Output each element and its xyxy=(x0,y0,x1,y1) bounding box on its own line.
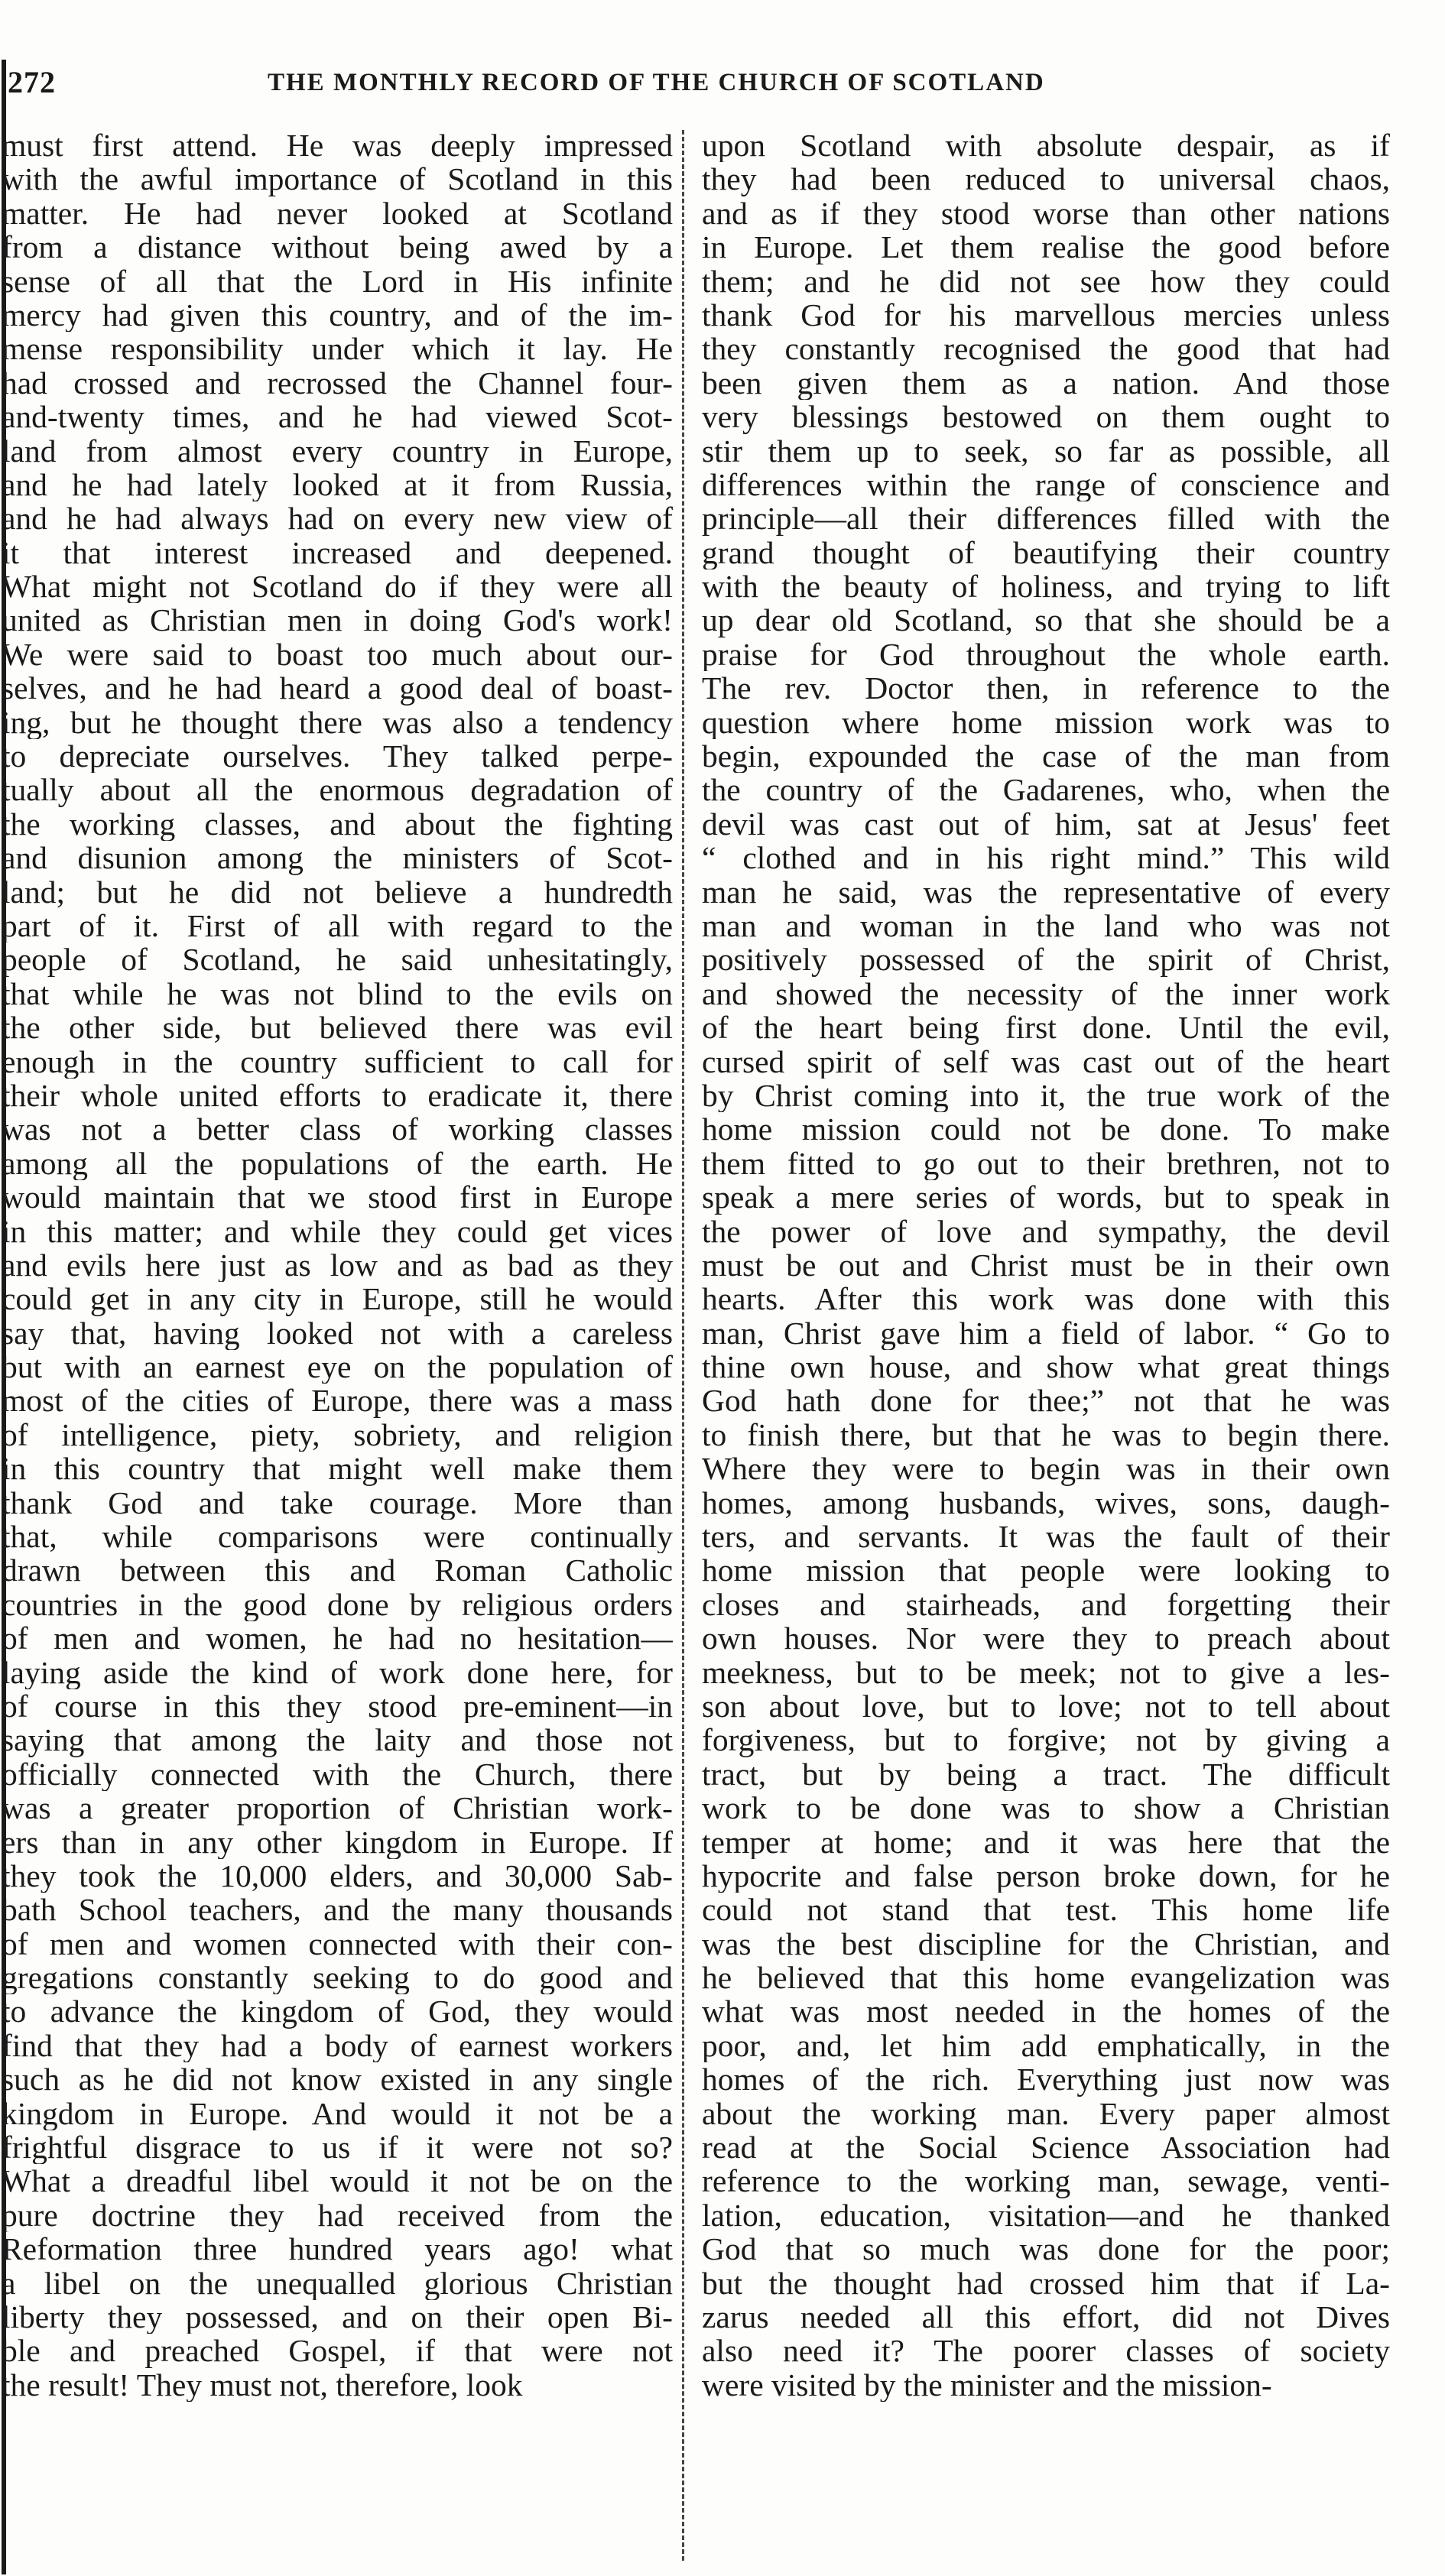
text-line: from a distance without being awed by a xyxy=(2,230,673,264)
text-line: own houses. Nor were they to preach about xyxy=(702,1621,1390,1656)
text-line: up dear old Scotland, so that she should be a xyxy=(702,603,1390,638)
column-divider xyxy=(682,130,684,2561)
text-line: stir them up to seek, so far as possible, all xyxy=(702,433,1390,468)
text-line: son about love, but to love; not to tell about xyxy=(702,1689,1390,1724)
text-line: and he had lately looked at it from Russia, xyxy=(2,467,673,502)
text-line: them fitted to go out to their brethren, not to xyxy=(702,1146,1390,1181)
text-line: frightful disgrace to us if it were not so? xyxy=(2,2130,673,2165)
text-line: reference to the working man, sewage, venti- xyxy=(702,2164,1390,2198)
text-line: would maintain that we stood first in Europe xyxy=(2,1180,673,1215)
text-line: the power of love and sympathy, the devil xyxy=(702,1214,1390,1248)
text-line: the working classes, and about the fighting xyxy=(2,806,673,842)
text-line: and as if they stood worse than other nations xyxy=(702,196,1390,231)
text-line: home mission that people were looking to xyxy=(702,1553,1390,1588)
text-line: land; but he did not believe a hundredth xyxy=(2,874,673,909)
text-line: must first attend. He was deeply impressed xyxy=(2,128,673,163)
text-line: the result! They must not, therefore, look xyxy=(2,2367,523,2402)
text-line: “ clothed and in his right mind.” This wild xyxy=(702,841,1390,875)
text-line: they had been reduced to universal chaos, xyxy=(702,162,1390,196)
text-line: united as Christian men in doing God's work! xyxy=(2,603,673,638)
text-line: principle—all their differences filled with the xyxy=(702,501,1390,536)
text-line: temper at home; and it was here that the xyxy=(702,1825,1390,1859)
text-line: hypocrite and false person broke down, for he xyxy=(702,1858,1390,1893)
text-line: home mission could not be done. To make xyxy=(702,1112,1390,1147)
text-line: homes, among husbands, wives, sons, daugh- xyxy=(702,1485,1390,1520)
text-line: that while he was not blind to the evils on xyxy=(2,976,673,1011)
text-line: to advance the kingdom of God, they would xyxy=(2,1994,673,2029)
text-line: gregations constantly seeking to do good and xyxy=(2,1961,673,1995)
text-line: of the heart being first done. Until the evil, xyxy=(702,1011,1390,1045)
text-line: were visited by the minister and the mission- xyxy=(702,2367,1272,2402)
text-line: upon Scotland with absolute despair, as if xyxy=(702,128,1390,163)
text-line: ble and preached Gospel, if that were not xyxy=(2,2334,673,2368)
text-line: God hath done for thee;” not that he was xyxy=(702,1384,1390,1418)
text-line: kingdom in Europe. And would it not be a xyxy=(2,2096,673,2131)
text-line: but with an earnest eye on the population of xyxy=(2,1350,673,1384)
text-line: pure doctrine they had received from the xyxy=(2,2198,673,2233)
text-line: sense of all that the Lord in His infinite xyxy=(2,264,673,298)
right-column xyxy=(702,128,1390,2402)
text-line: What a dreadful libel would it not be on the xyxy=(2,2164,673,2198)
text-line: he believed that this home evangelization was xyxy=(702,1961,1390,1995)
text-line: the other side, but believed there was evil xyxy=(2,1011,673,1045)
text-line: ers than in any other kingdom in Europe. If xyxy=(2,1825,673,1859)
text-line: of course in this they stood pre-eminent—in xyxy=(2,1689,673,1724)
text-line: but the thought had crossed him that if La- xyxy=(702,2266,1390,2300)
text-line: mercy had given this country, and of the im- xyxy=(2,297,673,333)
text-line: such as he did not know existed in any single xyxy=(2,2062,673,2097)
text-line: matter. He had never looked at Scotland xyxy=(2,196,673,231)
text-line: part of it. First of all with regard to the xyxy=(2,908,673,943)
text-line: positively possessed of the spirit of Christ, xyxy=(702,942,1390,977)
text-line: selves, and he had heard a good deal of boast- xyxy=(2,671,673,706)
left-column xyxy=(2,128,673,2402)
text-line: that, while comparisons were continually xyxy=(2,1520,673,1554)
text-line: read at the Social Science Association had xyxy=(702,2130,1390,2165)
text-line: and showed the necessity of the inner work xyxy=(702,976,1390,1011)
text-line: man and woman in the land who was not xyxy=(702,908,1390,943)
text-line: and-twenty times, and he had viewed Scot- xyxy=(2,400,673,434)
text-line: meekness, but to be meek; not to give a les- xyxy=(702,1655,1390,1689)
text-line: been given them as a nation. And those xyxy=(702,365,1390,401)
text-line: could not stand that test. This home life xyxy=(702,1893,1390,1927)
text-line: countries in the good done by religious orders xyxy=(2,1587,673,1622)
text-line: The rev. Doctor then, in reference to the xyxy=(702,671,1390,706)
text-line: hearts. After this work was done with this xyxy=(702,1282,1390,1316)
text-line: also need it? The poorer classes of society xyxy=(702,2334,1390,2368)
text-line: in this matter; and while they could get vices xyxy=(2,1214,673,1248)
text-line: mense responsibility under which it lay. He xyxy=(2,332,673,366)
text-line: tract, but by being a tract. The difficult xyxy=(702,1757,1390,1792)
text-line: liberty they possessed, and on their open Bi- xyxy=(2,2300,673,2334)
text-line: and evils here just as low and as bad as they xyxy=(2,1247,673,1283)
text-line: in Europe. Let them realise the good before xyxy=(702,230,1390,264)
text-line: homes of the rich. Everything just now was xyxy=(702,2062,1390,2097)
text-line: devil was cast out of him, sat at Jesus' feet xyxy=(702,806,1390,842)
text-line: zarus needed all this effort, did not Dives xyxy=(702,2300,1390,2334)
text-line: laying aside the kind of work done here, for xyxy=(2,1655,673,1689)
text-line: begin, expounded the case of the man from xyxy=(702,739,1390,774)
text-line: man he said, was the representative of every xyxy=(702,874,1390,909)
text-line: thank God and take courage. More than xyxy=(2,1485,673,1520)
text-line: was not a better class of working classes xyxy=(2,1112,673,1147)
text-line: forgiveness, but to forgive; not by giving a xyxy=(702,1723,1390,1757)
text-line: had crossed and recrossed the Channel four- xyxy=(2,365,673,401)
text-line: say that, having looked not with a careless xyxy=(2,1316,673,1351)
page-number: 272 xyxy=(8,65,56,99)
text-line: grand thought of beautifying their country xyxy=(702,535,1390,570)
text-line: to finish there, but that he was to begin there. xyxy=(702,1417,1390,1452)
text-line: very blessings bestowed on them ought to xyxy=(702,400,1390,434)
text-line: enough in the country sufficient to call for xyxy=(2,1044,673,1079)
text-line: cursed spirit of self was cast out of the heart xyxy=(702,1044,1390,1079)
text-line: of intelligence, piety, sobriety, and religion xyxy=(2,1417,673,1452)
text-line: with the awful importance of Scotland in this xyxy=(2,162,673,196)
text-line: their whole united efforts to eradicate it, there xyxy=(2,1078,673,1113)
text-line: Where they were to begin was in their own xyxy=(702,1452,1390,1486)
text-line: God that so much was done for the poor; xyxy=(702,2232,1390,2266)
text-line: bath School teachers, and the many thousands xyxy=(2,1893,673,1927)
text-line: praise for God throughout the whole earth. xyxy=(702,637,1390,672)
text-line: What might not Scotland do if they were all xyxy=(2,569,673,604)
text-line: about the working man. Every paper almost xyxy=(702,2096,1390,2131)
text-line: thank God for his marvellous mercies unless xyxy=(702,297,1390,333)
text-line: find that they had a body of earnest workers xyxy=(2,2028,673,2063)
text-line: of men and women, he had no hesitation— xyxy=(2,1621,673,1656)
text-line: land from almost every country in Europe, xyxy=(2,433,673,468)
text-line: thine own house, and show what great things xyxy=(702,1350,1390,1384)
text-line: and disunion among the ministers of Scot- xyxy=(2,841,673,875)
text-line: of men and women connected with their con- xyxy=(2,1926,673,1961)
text-line: among all the populations of the earth. He xyxy=(2,1146,673,1181)
text-line: lation, education, visitation—and he thanked xyxy=(702,2198,1390,2233)
text-line: speak a mere series of words, but to speak in xyxy=(702,1180,1390,1215)
text-line: work to be done was to show a Christian xyxy=(702,1791,1390,1825)
text-line: differences within the range of conscience and xyxy=(702,467,1390,502)
text-line: saying that among the laity and those not xyxy=(2,1723,673,1757)
text-line: poor, and, let him add emphatically, in the xyxy=(702,2028,1390,2063)
text-line: was a greater proportion of Christian work- xyxy=(2,1791,673,1825)
text-line: what was most needed in the homes of the xyxy=(702,1994,1390,2029)
text-line: them; and he did not see how they could xyxy=(702,264,1390,298)
text-line: people of Scotland, he said unhesitatingly, xyxy=(2,942,673,977)
text-line: officially connected with the Church, there xyxy=(2,1757,673,1792)
text-line: ing, but he thought there was also a tendency xyxy=(2,705,673,740)
text-line: tually about all the enormous degradation of xyxy=(2,773,673,807)
text-line: man, Christ gave him a field of labor. “ Go to xyxy=(702,1316,1390,1351)
text-line: question where home mission work was to xyxy=(702,705,1390,740)
text-line: by Christ coming into it, the true work of the xyxy=(702,1078,1390,1113)
text-line: they took the 10,000 elders, and 30,000 Sab- xyxy=(2,1858,673,1893)
text-line: must be out and Christ must be in their own xyxy=(702,1247,1390,1283)
text-line: ters, and servants. It was the fault of their xyxy=(702,1520,1390,1554)
text-line: a libel on the unequalled glorious Christian xyxy=(2,2266,673,2300)
text-line: with the beauty of holiness, and trying to lift xyxy=(702,569,1390,604)
text-line: could get in any city in Europe, still he would xyxy=(2,1282,673,1316)
text-line: most of the cities of Europe, there was a mass xyxy=(2,1384,673,1418)
text-line: drawn between this and Roman Catholic xyxy=(2,1553,673,1588)
text-line: in this country that might well make them xyxy=(2,1452,673,1486)
text-line: Reformation three hundred years ago! what xyxy=(2,2232,673,2266)
running-head: THE MONTHLY RECORD OF THE CHURCH OF SCOTLAND xyxy=(268,69,1045,96)
text-line: closes and stairheads, and forgetting their xyxy=(702,1587,1390,1622)
text-line: was the best discipline for the Christian, and xyxy=(702,1926,1390,1961)
text-line: they constantly recognised the good that had xyxy=(702,332,1390,366)
page-header xyxy=(8,64,1445,110)
text-line: the country of the Gadarenes, who, when the xyxy=(702,773,1390,807)
text-line: and he had always had on every new view of xyxy=(2,501,673,536)
text-line: to depreciate ourselves. They talked perpe- xyxy=(2,739,673,774)
text-line: it that interest increased and deepened. xyxy=(2,535,673,570)
text-line: We were said to boast too much about our- xyxy=(2,637,673,672)
